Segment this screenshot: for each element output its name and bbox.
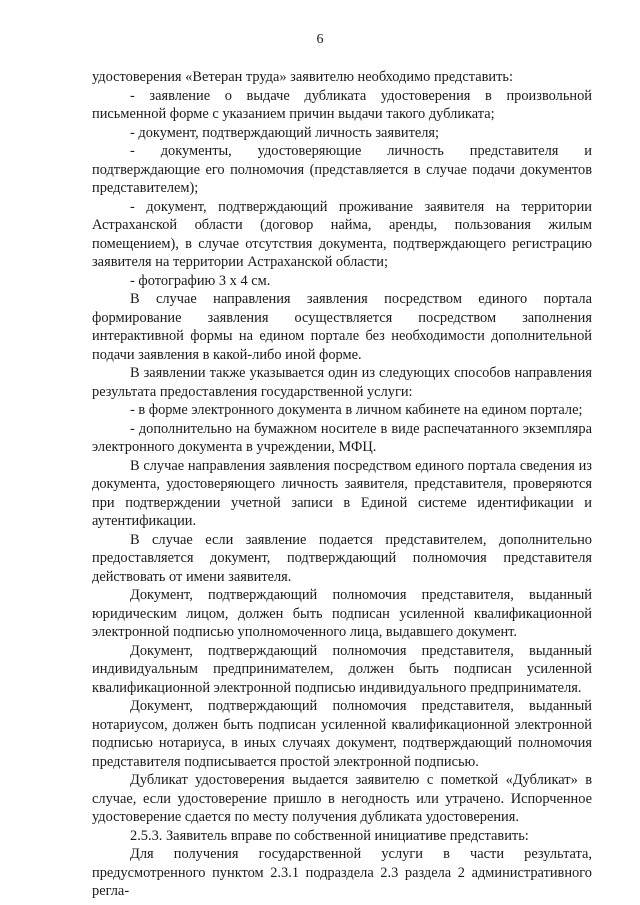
paragraph-2: - документ, подтверждающий личность заявителя; <box>130 124 440 141</box>
paragraph-17: Для получения государственной услуги в части результата, предусмотренного пунктом 2.3.1 подраздела 2.3 раздела 2 административного регла- <box>92 846 592 899</box>
paragraph-4: - документ, подтверждающий проживание заявителя на территории Астраханской области (договор найма, аренды, пользования жилым помещением), в случае отсутствия документа, подтверждающего регистрацию заявителя на территории Астраханской области; <box>92 198 592 270</box>
paragraph-8: - в форме электронного документа в личном кабинете на едином портале; <box>130 402 583 418</box>
paragraph-3: - документы, удостоверяющие личность представителя и подтверждающие его полномочия (представляется в случае подачи документов представителем); <box>92 143 592 196</box>
paragraph-16: 2.5.3. Заявитель вправе по собственной инициативе представить: <box>130 827 529 844</box>
paragraph-0: удостоверения «Ветеран труда» заявителю необходимо представить: <box>92 69 513 85</box>
paragraph-10: В случае направления заявления посредством единого портала сведения из документа, удостоверяющего личность заявителя, представителя, проверяются при подтверждении учетной записи в Единой системе идентификации и аутентификации. <box>92 457 592 529</box>
page-number: 6 <box>316 32 324 47</box>
document-body <box>92 68 592 901</box>
paragraph-12: Документ, подтверждающий полномочия представителя, выданный юридическим лицом, должен быть подписан усиленной квалификационной электронной подписью уполномоченного лица, выдавшего документ. <box>92 587 592 640</box>
paragraph-5: - фотографию 3 х 4 см. <box>130 272 271 289</box>
paragraph-7: В заявлении также указывается один из следующих способов направления результата предоставления государственной услуги: <box>92 365 592 400</box>
paragraph-11: В случае если заявление подается представителем, дополнительно предоставляется документ, подтверждающий полномочия представителя действовать от имени заявителя. <box>92 531 592 585</box>
paragraph-6: В случае направления заявления посредством единого портала формирование заявления осуществляется посредством заполнения интерактивной формы на едином портале без необходимости дополнительной подачи заявления в какой-либо иной форме. <box>92 291 592 363</box>
paragraph-9: - дополнительно на бумажном носителе в виде распечатанного экземпляра электронного документа в учреждении, МФЦ. <box>92 420 592 455</box>
paragraph-14: Документ, подтверждающий полномочия представителя, выданный нотариусом, должен быть подписан усиленной квалификационной электронной подписью нотариуса, в иных случаях документ, подтверждающий полномочия представителя подписывается простой электронной подписью. <box>92 698 592 770</box>
paragraph-15: Дубликат удостоверения выдается заявителю с пометкой «Дубликат» в случае, если удостоверение пришло в негодность или утрачено. Испорченное удостоверение сдается по месту получения дубликата удостоверения. <box>92 772 592 825</box>
paragraph-13: Документ, подтверждающий полномочия представителя, выданный индивидуальным предпринимателем, должен быть подписан усиленной квалификационной электронной подписью индивидуального предпринимателя. <box>92 642 592 696</box>
paragraph-1: - заявление о выдаче дубликата удостоверения в произвольной письменной форме с указанием причин выдачи такого дубликата; <box>92 87 592 122</box>
